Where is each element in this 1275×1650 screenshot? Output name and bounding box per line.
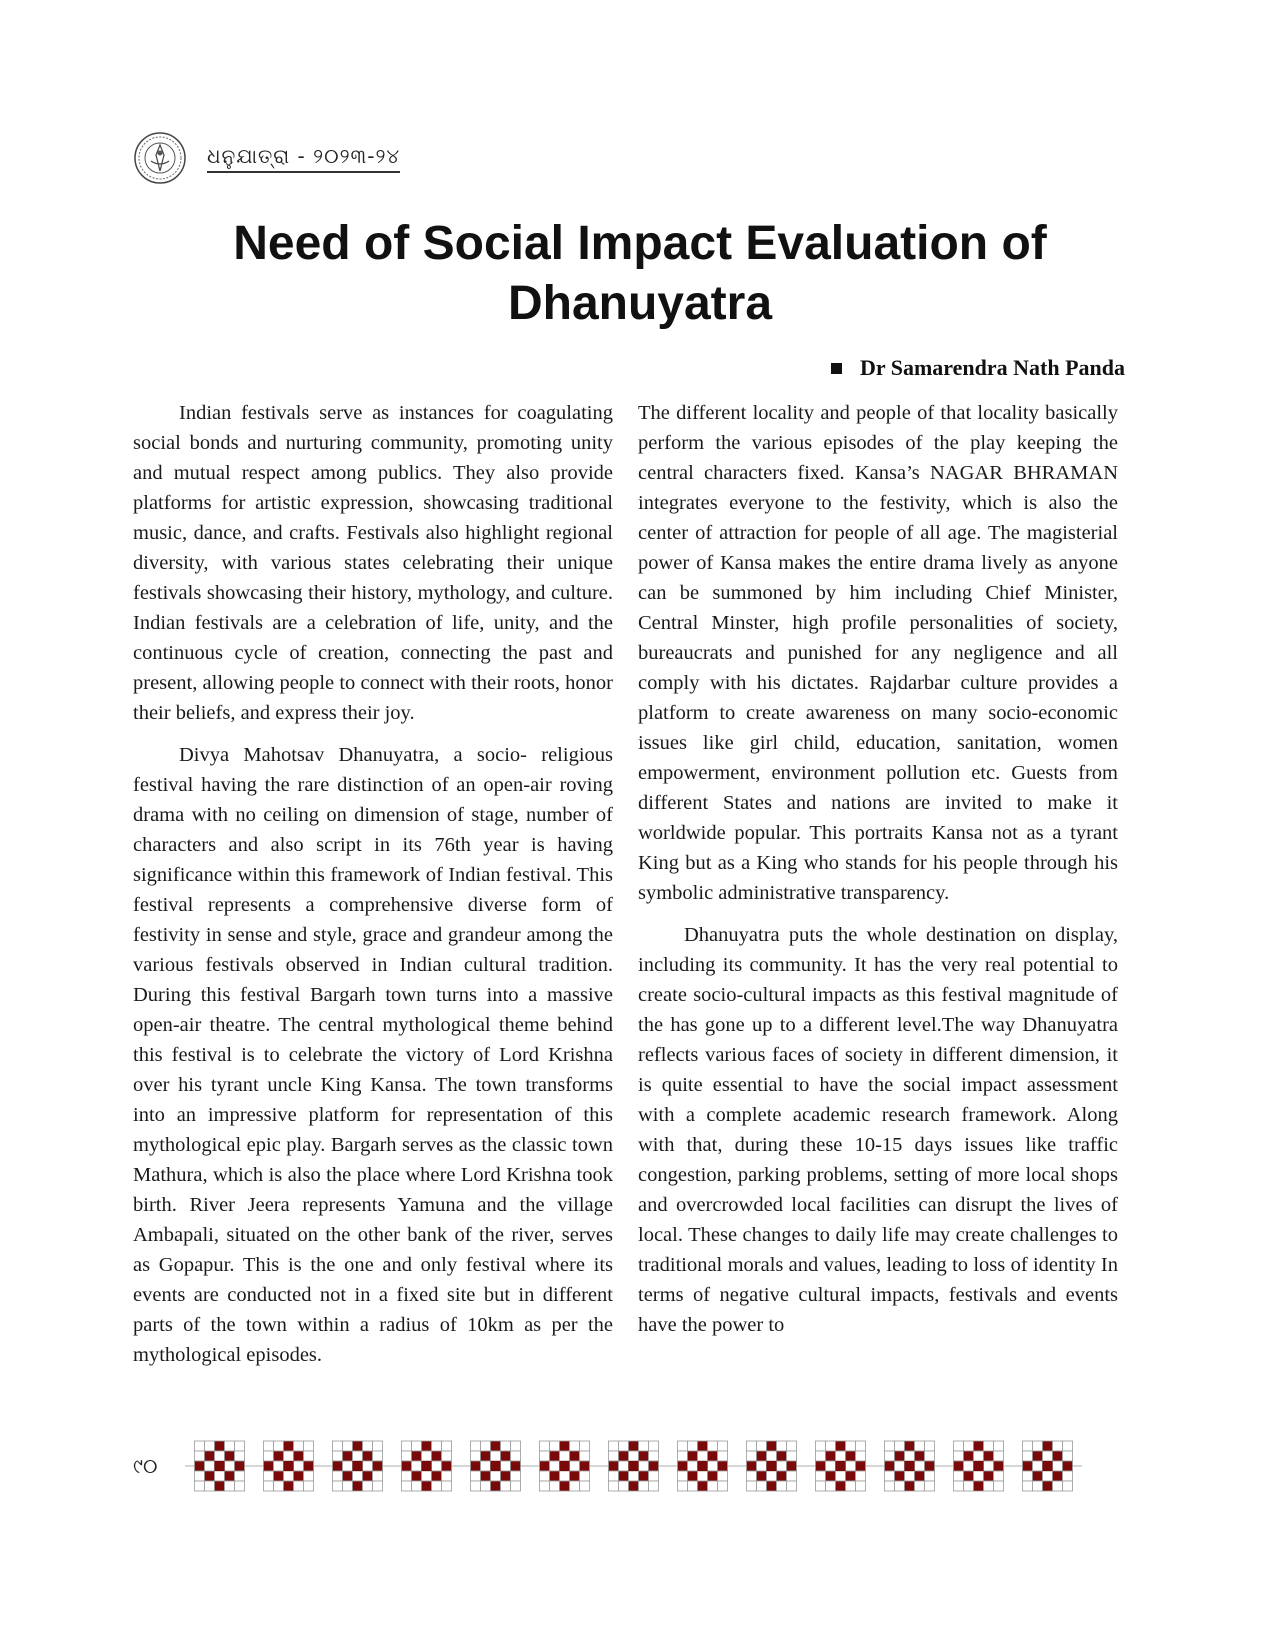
ornament-cross-icon <box>392 1436 461 1496</box>
ornament-cross-icon <box>323 1436 392 1496</box>
ornament-cross-icon <box>875 1436 944 1496</box>
ornament-cross-icon <box>944 1436 1013 1496</box>
paragraph: The different locality and people of that locality basically perform the various episodes of the play keeping the central characters fixed. Kansa’s NAGAR BHRAMAN integrates everyone to the festivity, which is also the center of attraction for people of all age. The magisterial power of Kansa makes the entire drama lively as anyone can be summoned by him including Chief Minister, Central Minster, high profile personalities of society, bureaucrats and punished for any negligence and all comply with his dictates. Rajdarbar culture provides a platform to create awareness on many socio-economic issues like girl child, education, sanitation, women empowerment, environment pollution etc. Guests from different States and nations are invited to make it worldwide popular. This portraits Kansa not as a tyrant King but as a King who stands for his people through his symbolic administrative transparency. <box>638 402 1118 904</box>
ornament-cross-icon <box>806 1436 875 1496</box>
page-footer <box>133 1436 1143 1496</box>
left-column <box>133 398 613 1382</box>
ornament-cross-icon <box>530 1436 599 1496</box>
ornament-cross-icon <box>599 1436 668 1496</box>
article-title: Need of Social Impact Evaluation of Dhanuyatra <box>233 217 1047 330</box>
author-line <box>831 355 1125 381</box>
ornament-cross-icon <box>254 1436 323 1496</box>
square-bullet-icon <box>831 363 842 374</box>
paragraph: Dhanuyatra puts the whole destination on display, including its community. It has the very real potential to create socio-cultural impacts as this festival magnitude of the has gone up to a different level.The way Dhanuyatra reflects various faces of society in different dimension, it is quite essential to have the social impact assessment with a complete academic research framework. Along with that, during these 10-15 days issues like traffic congestion, parking problems, setting of more local shops and overcrowded local facilities can disrupt the lives of local. These changes to daily life may create challenges to traditional morals and values, leading to loss of identity In terms of negative cultural impacts, festivals and events have the power to <box>638 924 1118 1336</box>
author-name: Dr Samarendra Nath Panda <box>859 355 1125 380</box>
page-header <box>133 130 400 186</box>
emblem-seal-icon <box>133 131 187 185</box>
journal-title: ଧନୁଯାତ୍ରା - ୨୦୨୩-୨୪ <box>207 144 400 173</box>
page-number: ୯୦ <box>133 1454 158 1478</box>
paragraph: Indian festivals serve as instances for coagulating social bonds and nurturing community, promoting unity and mutual respect among publics. They also provide platforms for artistic expression, showcasing traditional music, dance, and crafts. Festivals also highlight regional diversity, with various states celebrating their unique festivals showcasing their history, mythology, and culture. Indian festivals are a celebration of life, unity, and the continuous cycle of creation, connecting the past and present, allowing people to connect with their roots, honor their beliefs, and express their joy. <box>133 402 613 724</box>
ornament-border <box>185 1436 1082 1496</box>
ornament-cross-icon <box>1013 1436 1082 1496</box>
ornament-cross-icon <box>668 1436 737 1496</box>
ornament-cross-icon <box>461 1436 530 1496</box>
paragraph: Divya Mahotsav Dhanuyatra, a socio- religious festival having the rare distinction of an open-air roving drama with no ceiling on dimension of stage, number of characters and also script in its 76th year is having significance within this framework of Indian festival. This festival represents a comprehensive diverse form of festivity in sense and style, grace and grandeur among the various festivals observed in Indian cultural tradition. During this festival Bargarh town turns into a massive open-air theatre. The central mythological theme behind this festival is to celebrate the victory of Lord Krishna over his tyrant uncle King Kansa. The town transforms into an impressive platform for representation of this mythological epic play. Bargarh serves as the classic town Mathura, which is also the place where Lord Krishna took birth. River Jeera represents Yamuna and the village Ambapali, situated on the other bank of the river, serves as Gopapur. This is the one and only festival where its events are conducted not in a fixed site but in different parts of the town within a radius of 10km as per the mythological episodes. <box>133 744 613 1366</box>
ornament-cross-icon <box>737 1436 806 1496</box>
right-column <box>638 398 1118 1352</box>
ornament-cross-icon <box>185 1436 254 1496</box>
